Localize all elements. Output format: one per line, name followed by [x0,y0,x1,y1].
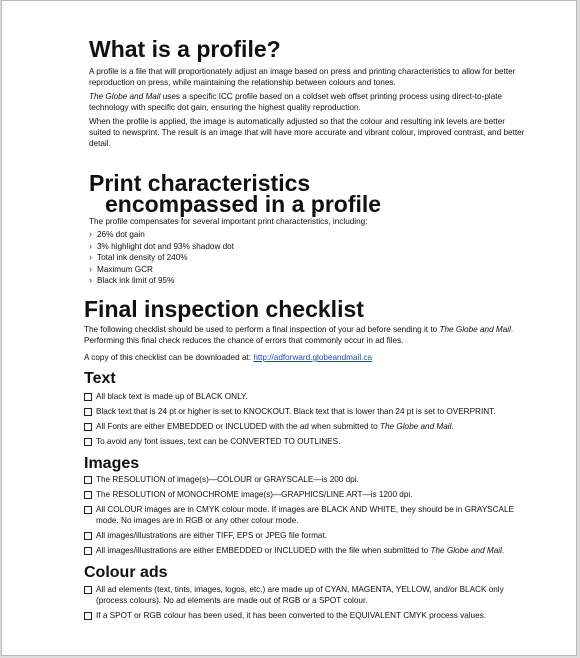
publication-name: The Globe and Mail [89,92,161,101]
chevron-right-icon: › [89,263,92,274]
heading-colour-ads: Colour ads [84,564,168,581]
chevron-right-icon: › [89,229,92,239]
checkbox-icon[interactable] [84,476,92,484]
publication-name: The Globe and Mail [439,325,511,334]
list-item [89,229,234,241]
checkbox-icon[interactable] [84,532,92,540]
profile-description [89,66,529,149]
list-item-text: Black ink limit of 95% [97,276,175,286]
checklist-item [84,610,524,621]
list-item-text: Total ink density of 240% [97,253,188,263]
checklist-item [84,504,524,526]
checklist-item [84,406,524,417]
paragraph-2-text: uses a specific ICC profile based on a coldset web offset printing process using direct-to-plate technology with specific dot gain, ensuring the highest quality reproduction. [89,92,503,112]
checklist-item [84,474,524,485]
checkbox-icon[interactable] [84,506,92,514]
publication-name: The Globe and Mail [430,546,502,555]
checkbox-icon[interactable] [84,393,92,401]
list-item [89,252,234,264]
checklist-item [84,489,524,500]
paragraph-3: When the profile is applied, the image is automatically adjusted so that the colour and resulting ink levels are better suited to newsprint. The result is an image that will have more accurate and vibrant colour, improved contrast, and better detail. [89,117,525,148]
checkbox-icon[interactable] [84,423,92,431]
checklist-item [84,421,524,432]
checkbox-icon[interactable] [84,491,92,499]
item-text: All images/illustrations are either EMBEDDED or INCLUDED with the file when submitted to [96,546,431,555]
list-item-text: Maximum GCR [97,264,153,274]
checklist-item-text: All ad elements (text, tints, images, logos, etc.) are made up of CYAN, MAGENTA, YELLOW, and/or BLACK only (process colours). No ad elements are made out of RGB or a SPOT colour. [96,585,504,605]
download-link[interactable]: http://adforward.globeandmail.ca [253,353,373,362]
list-item [89,264,234,276]
checkbox-icon[interactable] [84,438,92,446]
intro-text-end: . Performing this final check reduces the chance of errors that commonly occur in ad files. [84,325,514,345]
heading-text: Text [84,370,116,387]
checkbox-icon[interactable] [84,408,92,416]
chevron-right-icon: › [89,240,92,251]
checklist-item-text: All COLOUR images are in CMYK colour mode. If images are BLACK AND WHITE, they should be in GRAYSCALE mode. No images are in RGB or any other colour mode. [96,505,515,525]
checklist-item [84,584,524,606]
heading-final-inspection: Final inspection checklist [84,296,364,322]
checklist-item-text: All images/illustrations are either TIFF, EPS or JPEG file format. [96,531,327,540]
publication-name: The Globe and Mail [379,422,452,431]
checklist-item [84,545,524,556]
checklist-item [84,391,524,402]
download-text: A copy of this checklist can be downloaded at: [84,353,254,362]
heading-print-characteristics-line2: encompassed in a profile [105,191,382,217]
checklist-item-text: All black text is made up of BLACK ONLY. [96,392,248,401]
checklist-item [84,530,524,541]
checklist-item-text [96,421,454,432]
list-item-text: 26% dot gain [97,230,145,239]
checkbox-icon[interactable] [84,612,92,620]
colour-checklist [84,584,524,625]
item-end: . [451,422,454,431]
heading-what-is-profile: What is a profile? [89,36,281,62]
list-item [89,241,234,253]
heading-print-characteristics-line1: Print characteristics [89,170,311,196]
document-page [1,0,577,656]
text-checklist [84,391,524,451]
item-end: . [501,546,505,555]
checklist-item [84,436,524,447]
checklist-item-text: The RESOLUTION of MONOCHROME image(s)—GRAPHICS/LINE ART—is 1200 dpi. [96,490,413,499]
checklist-intro [84,324,544,346]
characteristics-intro: The profile compensates for several important print characteristics, including: [89,217,368,226]
checklist-item-text: To avoid any font issues, text can be CONVERTED TO OUTLINES. [96,437,341,446]
images-checklist [84,474,524,560]
list-item-text: 3% highlight dot and 93% shadow dot [97,241,235,251]
list-item [89,275,234,287]
paragraph-1: A profile is a file that will proportionately adjust an image based on press and printing characteristics to allow for better reproduction on press, while maintaining the relationship between colours and tones. [89,67,516,87]
download-note [84,352,544,363]
heading-images: Images [84,455,140,472]
chevron-right-icon: › [89,252,92,263]
checklist-item-text: If a SPOT or RGB colour has been used, it has been converted to the EQUIVALENT CMYK process values. [96,611,487,620]
checklist-item-text [96,545,504,556]
checklist-item-text: The RESOLUTION of image(s)—COLOUR or GRAYSCALE—is 200 dpi. [96,475,359,484]
paragraph-2 [89,91,529,113]
chevron-right-icon: › [89,275,92,286]
characteristics-list [89,229,234,287]
item-text: All Fonts are either EMBEDDED or INCLUDED with the ad when submitted to [96,422,380,431]
intro-text: The following checklist should be used to perform a final inspection of your ad before sending it to [84,325,440,334]
checkbox-icon[interactable] [84,586,92,594]
checkbox-icon[interactable] [84,547,92,555]
checklist-item-text: Black text that is 24 pt or higher is set to KNOCKOUT. Black text that is lower than 24 pt is set to OVERPRINT. [96,407,496,416]
